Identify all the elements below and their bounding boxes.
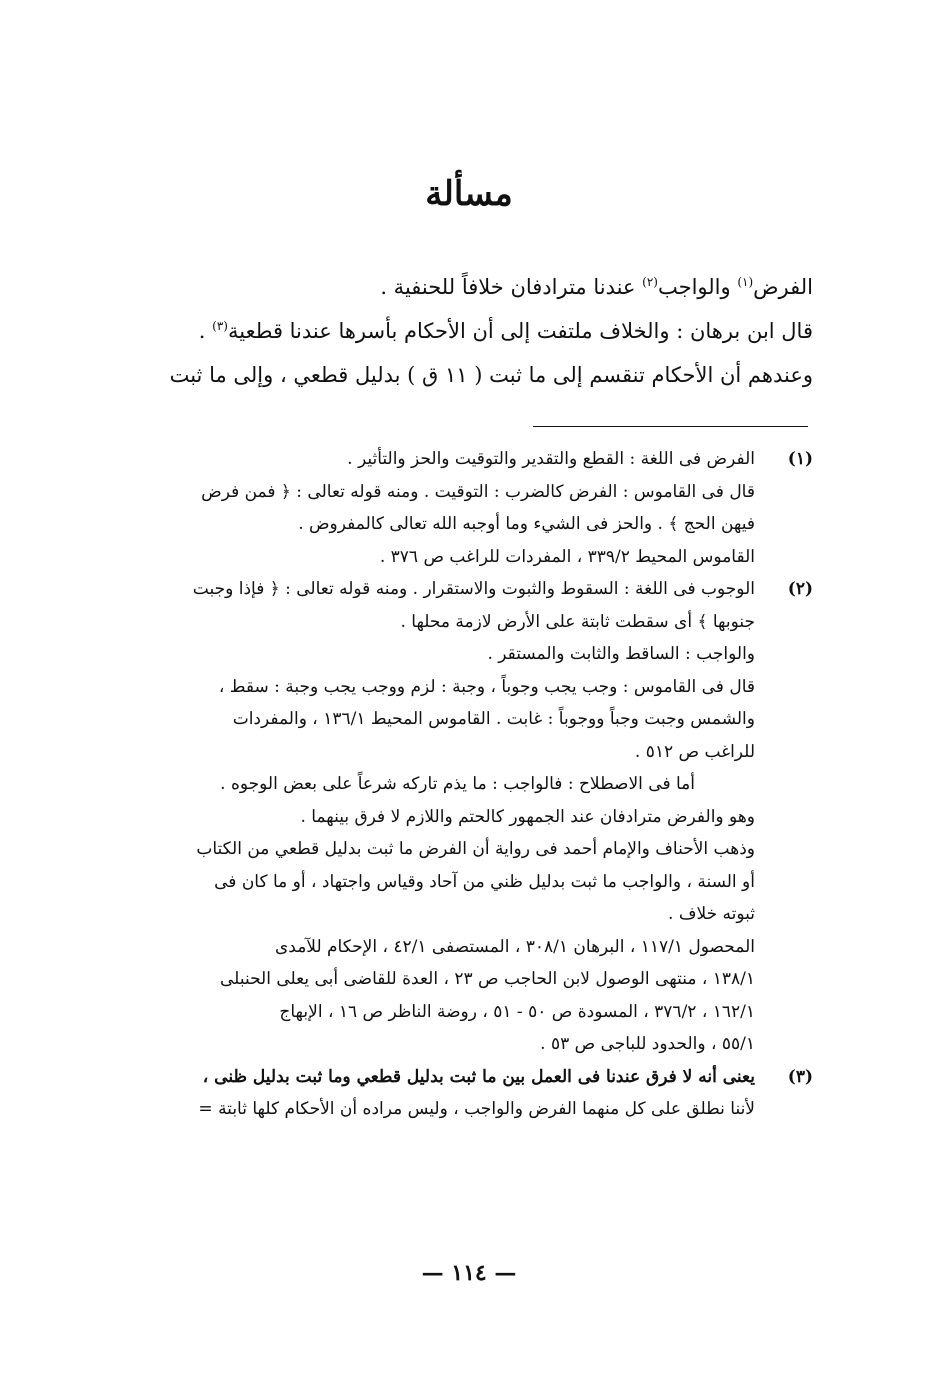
footnote-line: يعنى أنه لا فرق عندنا فى العمل بين ما ثبت بدليل قطعي وما ثبت بدليل ظنى ، xyxy=(202,1066,755,1087)
footnote-line: قال فى القاموس : الفرض كالضرب : التوقيت . ومنه قوله تعالى : ﴿ فمن فرض xyxy=(201,481,755,502)
footnote-number: (٢) xyxy=(787,579,813,599)
main-line-1 xyxy=(123,265,813,309)
footnote-line: والواجب : الساقط والثابت والمستقر . xyxy=(487,644,755,664)
footnote-line: وهو والفرض مترادفان عند الجمهور كالحتم واللازم لا فرق بينهما . xyxy=(300,806,755,827)
footnote-line: والشمس وجبت وجباً ووجوباً : غابت . القاموس المحيط ١٣٦/١ ، والمفردات xyxy=(232,709,755,729)
footnote-ref-2: (٢) xyxy=(642,275,658,289)
footnote-line: فيهن الحج ﴾ . والحز فى الشيء وما أوجبه الله تعالى كالمفروض . xyxy=(298,514,755,534)
main-line-1-part-c: عندنا مترادفان خلافاً للحنفية . xyxy=(380,275,643,299)
footnote-line: للراغب ص ٥١٢ . xyxy=(634,741,755,762)
footnote-2 xyxy=(123,573,813,1061)
section-title: مسألة xyxy=(425,174,513,214)
footnotes xyxy=(123,443,813,1126)
footnote-line: أو السنة ، والواجب ما ثبت بدليل ظني من آحاد وقياس واجتهاد ، أو ما كان فى xyxy=(214,871,755,892)
footnote-line: وذهب الأحناف والإمام أحمد فى رواية أن الفرض ما ثبت بدليل قطعي من الكتاب xyxy=(196,839,755,859)
footnote-line: لأننا نطلق على كل منهما الفرض والواجب ، وليس مراده أن الأحكام كلها ثابتة = xyxy=(198,1099,755,1119)
footnote-line: أما فى الاصطلاح : فالواجب : ما يذم تاركه شرعاً على بعض الوجوه . xyxy=(220,774,695,794)
footnote-line: الوجوب فى اللغة : السقوط والثبوت والاستقرار . ومنه قوله تعالى : ﴿ فإذا وجبت xyxy=(192,579,755,599)
main-line-1-part-a: الفرض xyxy=(753,275,813,299)
footnote-number: (٣) xyxy=(787,1066,813,1087)
footnote-ref-3: (٣) xyxy=(212,319,228,333)
main-line-1-part-b: والواجب xyxy=(657,275,738,299)
main-line-3: وعندهم أن الأحكام تنقسم إلى ما ثبت ( ١١ ق ) بدليل قطعي ، وإلى ما ثبت xyxy=(169,363,813,387)
footnote-line: الفرض فى اللغة : القطع والتقدير والتوقيت والحز والتأثير . xyxy=(347,449,755,469)
footnote-separator xyxy=(533,426,808,427)
footnote-line: ثبوته خلاف . xyxy=(668,904,755,924)
footnote-line: ١٦٢/١ ، ٣٧٦/٢ ، المسودة ص ٥٠ - ٥١ ، روضة الناظر ص ١٦ ، الإبهاج xyxy=(279,1001,755,1022)
footnote-line: جنوبها ﴾ أى سقطت ثابتة على الأرض لازمة محلها . xyxy=(400,611,755,632)
main-line-2-part-b: . xyxy=(198,319,213,343)
footnote-line: ٥٥/١ ، والحدود للباجى ص ٥٣ . xyxy=(540,1034,755,1054)
main-line-2-part-a: قال ابن برهان : والخلاف ملتفت إلى أن الأحكام بأسرها عندنا قطعية xyxy=(227,319,813,343)
main-text xyxy=(123,265,813,397)
footnote-line: القاموس المحيط ٣٣٩/٢ ، المفردات للراغب ص ٣٧٦ . xyxy=(379,546,755,567)
page-number: — ١١٤ — xyxy=(421,1260,517,1286)
main-line-2 xyxy=(123,309,813,353)
footnote-1 xyxy=(123,443,813,573)
footnote-line: قال فى القاموس : وجب يجب وجوباً ، وجبة : لزم ووجب يجب وجبة : سقط ، xyxy=(218,676,755,697)
footnote-number: (١) xyxy=(787,449,813,469)
footnote-line: المحصول ١١٧/١ ، البرهان ٣٠٨/١ ، المستصفى ٤٢/١ ، الإحكام للآمدى xyxy=(274,936,755,957)
footnote-line: ١٣٨/١ ، منتهى الوصول لابن الحاجب ص ٢٣ ، العدة للقاضى أبى يعلى الحنبلى xyxy=(220,969,755,989)
footnote-ref-1: (١) xyxy=(737,275,754,289)
footnote-3 xyxy=(123,1061,813,1126)
